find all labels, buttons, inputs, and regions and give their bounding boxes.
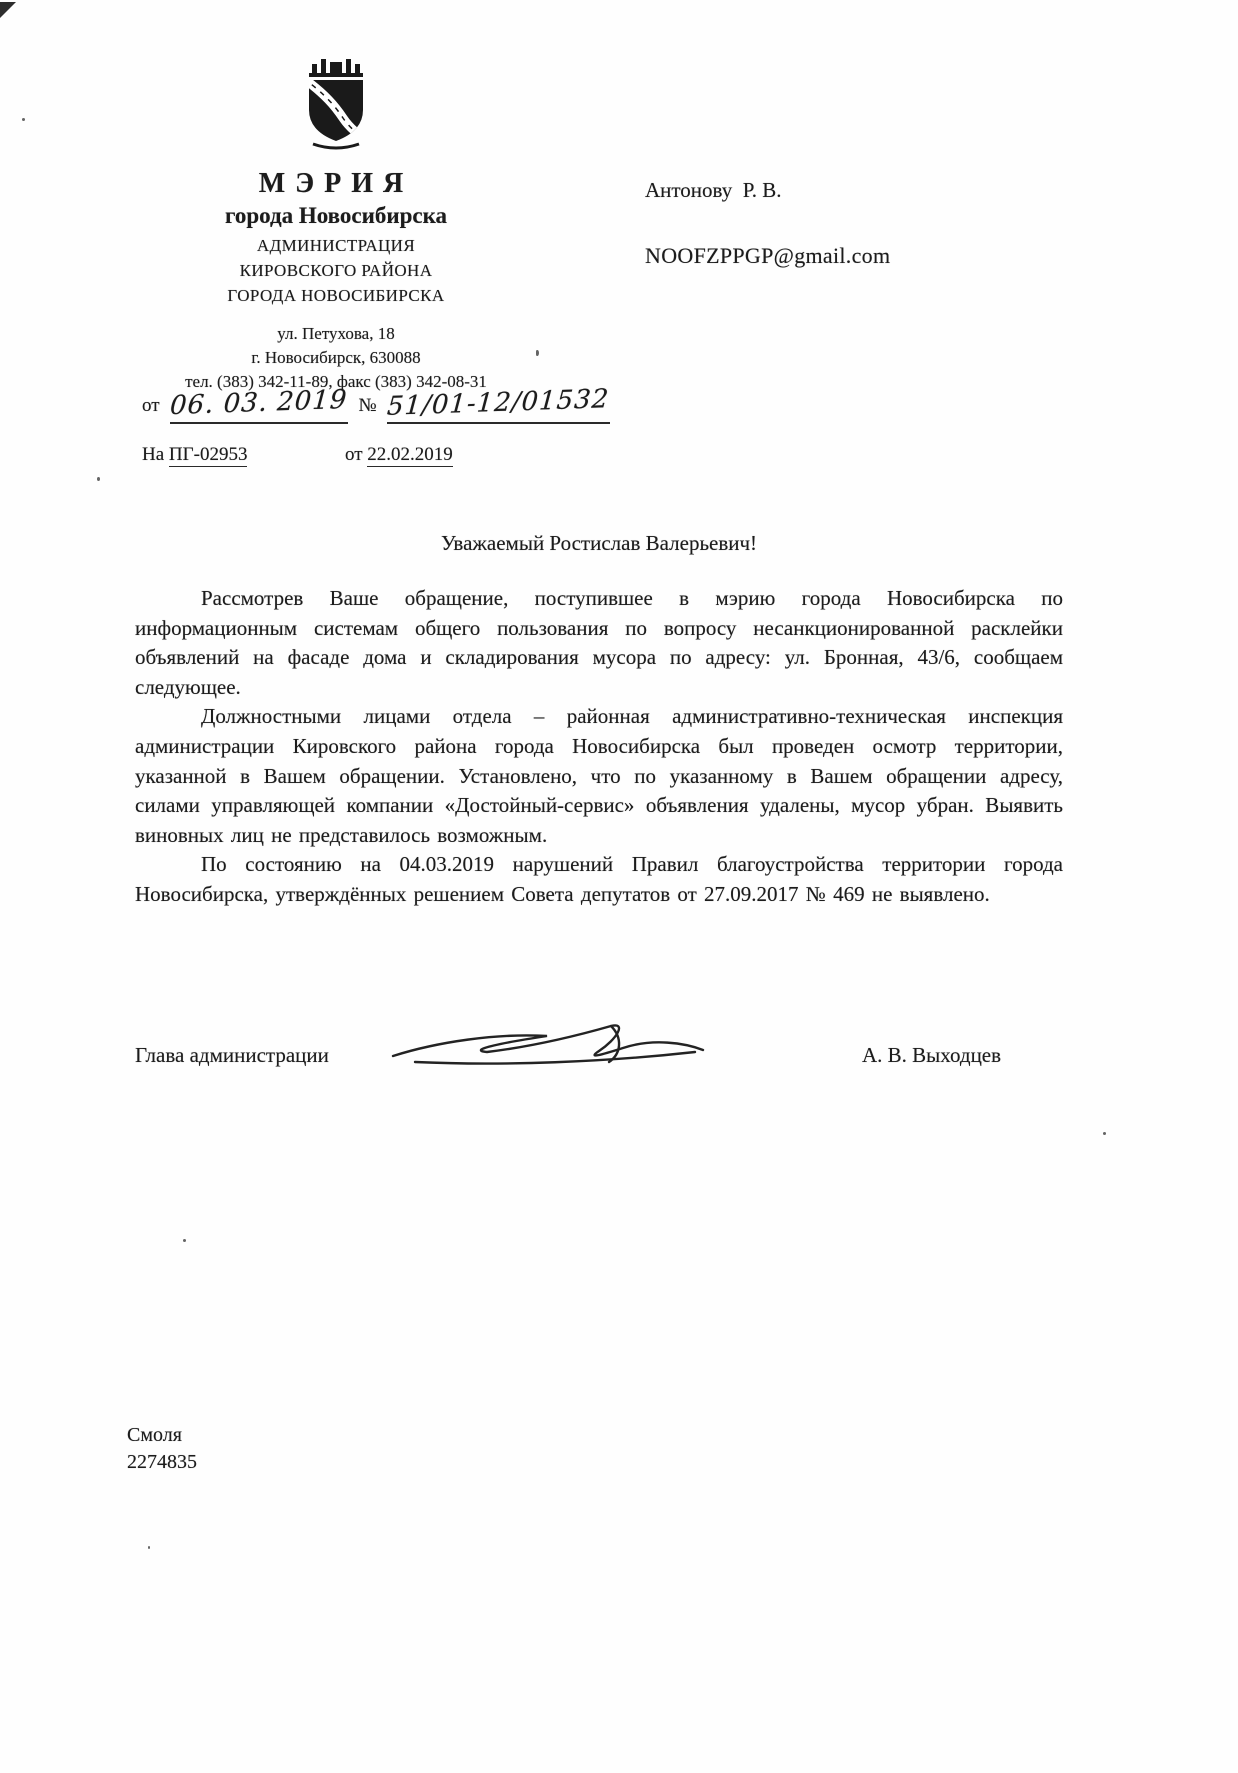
reply-on-label: На	[142, 444, 165, 465]
incoming-number: ПГ-02953	[168, 444, 248, 465]
signer-title: Глава администрации	[135, 1043, 329, 1067]
ref-from-label: от	[142, 395, 160, 416]
paragraph-1: Рассмотрев Ваше обращение, поступившее в мэрию города Новосибирска по информационным системам общего пользования по вопросу несанкционированной расклейки объявлений на фасаде дома и складирования мусора по адресу: ул. Бронная, 43/6, сообщаем следующее.	[135, 586, 1063, 699]
paragraph-2: Должностными лицами отдела – районная административно-техническая инспекция администрации Кировского района города Новосибирска был проведен осмотр территории, указанной в Вашем обращении. Установлено, что по указанному в Вашем обращении адресу, силами управляющей компании «Достойный-сервис» объявления удалены, мусор убран. Выявить виновных лиц не представилось возможным.	[135, 704, 1063, 847]
org-sub-district: КИРОВСКОГО РАЙОНА	[239, 261, 433, 280]
scan-corner-artifact	[0, 2, 16, 18]
letter-body	[135, 584, 1063, 910]
ref-number-field	[387, 383, 609, 424]
coat-of-arms-icon	[295, 56, 377, 150]
executor-name: Смоля	[127, 1424, 182, 1446]
incoming-date: 22.02.2019	[367, 444, 453, 465]
recipient-email: NOOFZPPGP@gmail.com	[645, 243, 891, 268]
paragraph-3: По состоянию на 04.03.2019 нарушений Правил благоустройства территории города Новосибирска, утверждённых решением Совета депутатов от 27.09.2017 № 469 не выявлено.	[135, 852, 1063, 906]
org-sub-city: ГОРОДА НОВОСИБИРСКА	[227, 286, 445, 305]
ref-date-field	[170, 383, 347, 424]
org-name-city-hall: МЭРИЯ	[258, 168, 414, 199]
reply-from-label: от	[344, 444, 363, 465]
org-phone-fax: тел. (383) 342-11-89, факс (383) 342-08-31	[185, 372, 487, 391]
scan-speck	[148, 1546, 150, 1549]
org-city-postcode: г. Новосибирск, 630088	[251, 348, 421, 367]
recipient-name: Антонову Р. В.	[645, 178, 782, 202]
incoming-reference-line	[142, 444, 453, 466]
handwritten-date: 06. 03. 2019	[169, 384, 349, 422]
executor-block	[127, 1422, 197, 1476]
outgoing-reference-line	[142, 383, 616, 424]
recipient-block	[645, 178, 890, 269]
org-street-address: ул. Петухова, 18	[277, 324, 395, 343]
scan-speck	[97, 477, 100, 481]
ref-number-label: №	[358, 395, 377, 416]
scan-speck	[22, 118, 25, 121]
handwritten-signature	[385, 1018, 715, 1076]
scan-speck	[183, 1239, 186, 1242]
letterhead-block	[118, 56, 554, 394]
scan-speck	[1103, 1132, 1106, 1135]
executor-phone: 2274835	[127, 1451, 197, 1473]
org-sub-administration: АДМИНИСТРАЦИЯ	[256, 236, 416, 255]
salutation: Уважаемый Ростислав Валерьевич!	[440, 531, 758, 555]
signer-name: А. В. Выходцев	[862, 1043, 1002, 1067]
handwritten-number: 51/01-12/01532	[386, 384, 611, 422]
org-name-city: города Новосибирска	[224, 203, 448, 228]
